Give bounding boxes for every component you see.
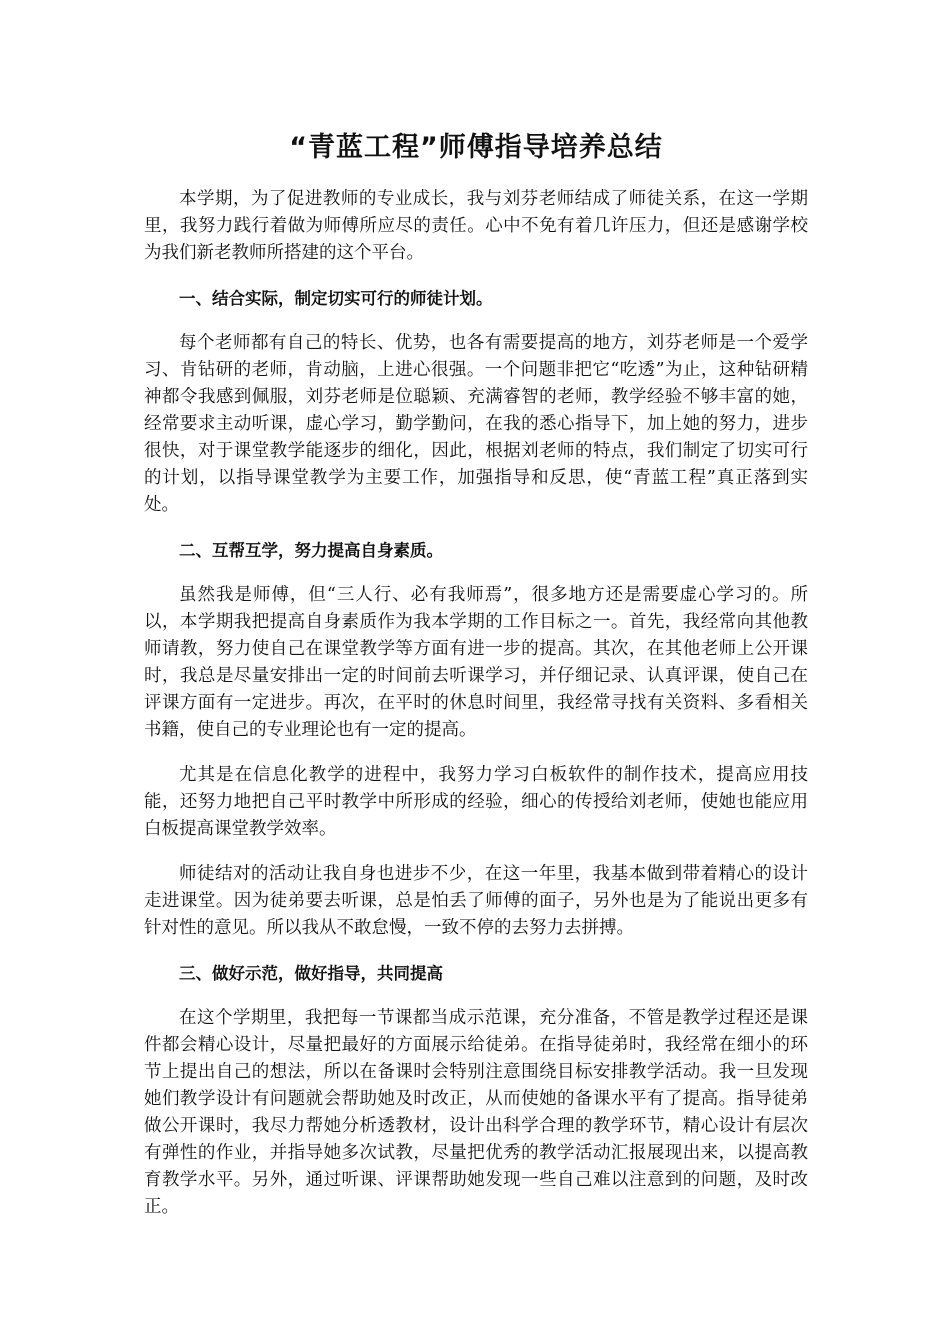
section-3-heading: 三、做好示范，做好指导，共同提高 (179, 964, 443, 983)
section-2-paragraph-3: 师徒结对的活动让我自身也进步不少，在这一年里，我基本做到带着精心的设计走进课堂。因为徒弟要去听课，总是怕丢了师傅的面子，另外也是为了能说出更多有针对性的意见。所以我从不敢怠慢，一致不停的去努力去拼搏。 (144, 864, 808, 938)
document-title: “青蓝工程”师傅指导培养总结 (289, 132, 663, 163)
section-2-paragraph-2: 尤其是在信息化教学的进程中，我努力学习白板软件的制作技术，提高应用技能，还努力地把自己平时教学中所形成的经验，细心的传授给刘老师，使她也能应用白板提高课堂教学效率。 (144, 765, 808, 839)
section-3-paragraph-1: 在这个学期里，我把每一节课都当成示范课，充分准备，不管是教学过程还是课件都会精心设计，尽量把最好的方面展示给徒弟。在指导徒弟时，我经常在细小的环节上提出自己的想法，所以在备课时会特别注意围绕目标安排教学活动。我一旦发现她们教学设计有问题就会帮助她及时改正，从而使她的备课水平有了提高。指导徒弟做公开课时，我尽力帮她分析透教材，设计出科学合理的教学环节，精心设计有层次有弹性的作业，并指导她多次试教，尽量把优秀的教学活动汇报展现出来，以提高教育教学水平。另外，通过听课、评课帮助她发现一些自己难以注意到的问题，及时改正。 (144, 1008, 808, 1217)
section-2-heading: 二、互帮互学，努力提高自身素质。 (179, 541, 443, 560)
section-1-heading: 一、结合实际，制定切实可行的师徒计划。 (179, 289, 493, 308)
document-page (144, 128, 808, 1239)
intro-paragraph: 本学期，为了促进教师的专业成长，我与刘芬老师结成了师徒关系，在这一学期里，我努力践行着做为师傅所应尽的责任。心中不免有着几许压力，但还是感谢学校为我们新老教师所搭建的这个平台。 (144, 189, 808, 263)
section-2-paragraph-1: 虽然我是师傅，但“三人行、必有我师焉”，很多地方还是需要虚心学习的。所以，本学期我把提高自身素质作为我本学期的工作目标之一。首先，我经常向其他教师请教，努力使自己在课堂教学等方面有进一步的提高。其次，在其他老师上公开课时，我总是尽量安排出一定的时间前去听课学习，并仔细记录、认真评课，使自己在评课方面有一定进步。再次，在平时的休息时间里，我经常寻找有关资料、多看相关书籍，使自己的专业理论也有一定的提高。 (144, 585, 808, 740)
section-1-paragraph-1: 每个老师都有自己的特长、优势，也各有需要提高的地方，刘芬老师是一个爱学习、肯钻研的老师，肯动脑，上进心很强。一个问题非把它“吃透”为止，这种钻研精神都令我感到佩服，刘芬老师是位聪颖、充满睿智的老师，教学经验不够丰富的她，经常要求主动听课，虚心学习，勤学勤问，在我的悉心指导下，加上她的努力，进步很快，对于课堂教学能逐步的细化，因此，根据刘老师的特点，我们制定了切实可行的计划，以指导课堂教学为主要工作，加强指导和反思，使“青蓝工程”真正落到实处。 (144, 333, 808, 515)
